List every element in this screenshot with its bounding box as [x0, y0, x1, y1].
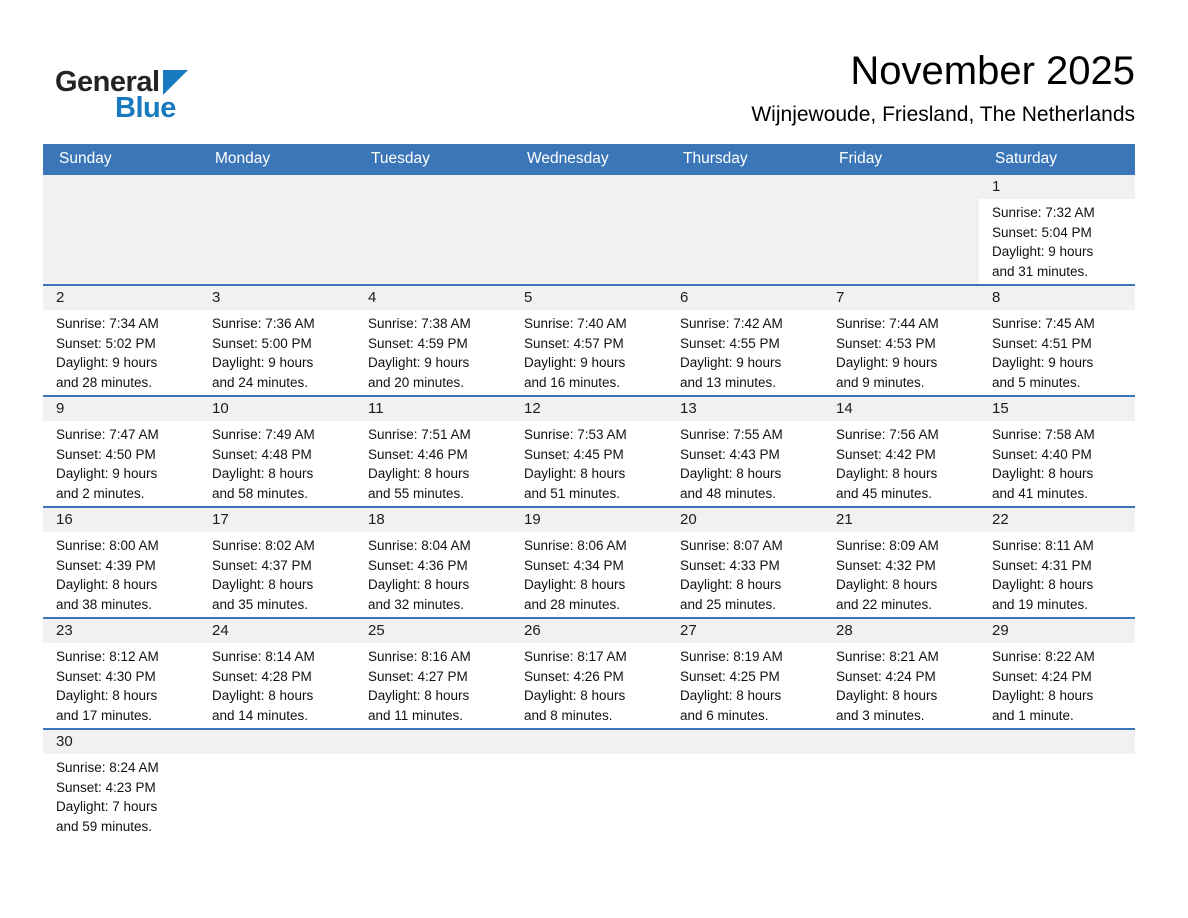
- day-number: [823, 175, 979, 199]
- day-cell-20: [667, 508, 823, 617]
- daylight-text-continued: and 51 minutes.: [524, 485, 621, 501]
- sunset-text: Sunset: 4:53 PM: [836, 335, 936, 351]
- sunset-text: Sunset: 4:36 PM: [368, 557, 468, 573]
- daylight-text-continued: and 3 minutes.: [836, 707, 925, 723]
- daylight-text: Daylight: 8 hours: [368, 577, 470, 592]
- sunrise-text: Sunrise: 8:21 AM: [836, 649, 939, 664]
- empty-cell: [667, 175, 823, 284]
- week-row-6: [43, 728, 1135, 839]
- day-details: [979, 532, 1135, 617]
- sunrise-text: Sunrise: 8:09 AM: [836, 538, 939, 553]
- daylight-text-continued: and 8 minutes.: [524, 707, 613, 723]
- day-details: [667, 199, 823, 284]
- sunset-text: Sunset: 5:02 PM: [56, 335, 156, 351]
- day-number: 11: [355, 397, 511, 421]
- sunset-text: Sunset: 4:30 PM: [56, 668, 156, 684]
- day-cell-15: [979, 397, 1135, 506]
- sunset-text: Sunset: 4:39 PM: [56, 557, 156, 573]
- day-details: [43, 643, 199, 728]
- sunset-text: Sunset: 4:51 PM: [992, 335, 1092, 351]
- sunrise-text: Sunrise: 8:24 AM: [56, 760, 159, 775]
- title-block: [751, 48, 1135, 127]
- day-details: [43, 310, 199, 395]
- sunset-text: Sunset: 4:55 PM: [680, 335, 780, 351]
- day-number: [979, 730, 1135, 754]
- daylight-text: Daylight: 9 hours: [56, 355, 158, 370]
- day-details: [43, 754, 199, 839]
- sunset-text: Sunset: 4:50 PM: [56, 446, 156, 462]
- day-details: [511, 421, 667, 506]
- empty-cell: [823, 175, 979, 284]
- daylight-text: Daylight: 8 hours: [836, 466, 938, 481]
- day-cell-23: [43, 619, 199, 728]
- day-details: [355, 421, 511, 506]
- sunrise-text: Sunrise: 7:44 AM: [836, 316, 939, 331]
- day-number: 22: [979, 508, 1135, 532]
- sunset-text: Sunset: 4:24 PM: [836, 668, 936, 684]
- day-number: 20: [667, 508, 823, 532]
- daylight-text-continued: and 45 minutes.: [836, 485, 933, 501]
- sunset-text: Sunset: 4:34 PM: [524, 557, 624, 573]
- week-row-2: [43, 284, 1135, 395]
- sunset-text: Sunset: 4:48 PM: [212, 446, 312, 462]
- day-cell-1: [979, 175, 1135, 284]
- day-details: [667, 532, 823, 617]
- sunrise-text: Sunrise: 8:22 AM: [992, 649, 1095, 664]
- daylight-text: Daylight: 9 hours: [368, 355, 470, 370]
- weekday-header-row: [43, 144, 1135, 175]
- sunset-text: Sunset: 4:46 PM: [368, 446, 468, 462]
- daylight-text: Daylight: 8 hours: [524, 466, 626, 481]
- day-details: [511, 310, 667, 395]
- daylight-text-continued: and 19 minutes.: [992, 596, 1089, 612]
- day-cell-3: [199, 286, 355, 395]
- daylight-text: Daylight: 9 hours: [836, 355, 938, 370]
- day-number: [823, 730, 979, 754]
- day-cell-30: [43, 730, 199, 839]
- empty-cell: [43, 175, 199, 284]
- day-number: 2: [43, 286, 199, 310]
- sunrise-text: Sunrise: 8:00 AM: [56, 538, 159, 553]
- weekday-label-sunday: Sunday: [59, 150, 112, 167]
- daylight-text-continued: and 6 minutes.: [680, 707, 769, 723]
- day-number: 7: [823, 286, 979, 310]
- day-number: 28: [823, 619, 979, 643]
- sunset-text: Sunset: 4:23 PM: [56, 779, 156, 795]
- day-cell-6: [667, 286, 823, 395]
- day-number: [667, 175, 823, 199]
- sunrise-text: Sunrise: 7:55 AM: [680, 427, 783, 442]
- day-cell-16: [43, 508, 199, 617]
- day-details: [199, 643, 355, 728]
- calendar-body: [43, 175, 1135, 839]
- sunset-text: Sunset: 4:26 PM: [524, 668, 624, 684]
- sunrise-text: Sunrise: 7:34 AM: [56, 316, 159, 331]
- empty-cell: [511, 730, 667, 839]
- day-number: 19: [511, 508, 667, 532]
- logo-text-blue: Blue: [115, 92, 176, 124]
- location-subtitle: Wijnjewoude, Friesland, The Netherlands: [751, 103, 1135, 126]
- sunset-text: Sunset: 4:25 PM: [680, 668, 780, 684]
- month-title: November 2025: [850, 49, 1135, 93]
- sunset-text: Sunset: 4:59 PM: [368, 335, 468, 351]
- week-row-1: [43, 175, 1135, 284]
- daylight-text-continued: and 31 minutes.: [992, 263, 1089, 279]
- day-details: [355, 310, 511, 395]
- day-cell-24: [199, 619, 355, 728]
- empty-cell: [199, 730, 355, 839]
- day-cell-12: [511, 397, 667, 506]
- daylight-text-continued: and 28 minutes.: [524, 596, 621, 612]
- day-number: 15: [979, 397, 1135, 421]
- sunrise-text: Sunrise: 7:38 AM: [368, 316, 471, 331]
- sunrise-text: Sunrise: 8:19 AM: [680, 649, 783, 664]
- sunrise-text: Sunrise: 8:02 AM: [212, 538, 315, 553]
- sunrise-text: Sunrise: 8:16 AM: [368, 649, 471, 664]
- day-details: [823, 532, 979, 617]
- weekday-label-friday: Friday: [839, 150, 883, 167]
- daylight-text-continued: and 35 minutes.: [212, 596, 309, 612]
- day-cell-21: [823, 508, 979, 617]
- daylight-text-continued: and 11 minutes.: [368, 707, 464, 723]
- empty-cell: [511, 175, 667, 284]
- day-number: [43, 175, 199, 199]
- sunset-text: Sunset: 4:28 PM: [212, 668, 312, 684]
- day-details: [979, 310, 1135, 395]
- day-number: 4: [355, 286, 511, 310]
- day-cell-5: [511, 286, 667, 395]
- daylight-text-continued: and 58 minutes.: [212, 485, 309, 501]
- daylight-text-continued: and 16 minutes.: [524, 374, 621, 390]
- daylight-text: Daylight: 8 hours: [680, 688, 782, 703]
- day-cell-28: [823, 619, 979, 728]
- day-cell-2: [43, 286, 199, 395]
- day-details: [355, 754, 511, 839]
- sunrise-text: Sunrise: 8:07 AM: [680, 538, 783, 553]
- day-cell-9: [43, 397, 199, 506]
- daylight-text-continued: and 41 minutes.: [992, 485, 1089, 501]
- daylight-text-continued: and 2 minutes.: [56, 485, 145, 501]
- day-number: [667, 730, 823, 754]
- day-number: [199, 175, 355, 199]
- daylight-text: Daylight: 8 hours: [524, 577, 626, 592]
- daylight-text: Daylight: 8 hours: [524, 688, 626, 703]
- sunrise-text: Sunrise: 7:40 AM: [524, 316, 627, 331]
- sunrise-text: Sunrise: 7:49 AM: [212, 427, 315, 442]
- weekday-label-tuesday: Tuesday: [371, 150, 430, 167]
- day-number: [355, 175, 511, 199]
- sunrise-text: Sunrise: 7:58 AM: [992, 427, 1095, 442]
- day-details: [823, 643, 979, 728]
- daylight-text: Daylight: 8 hours: [56, 577, 158, 592]
- empty-cell: [979, 730, 1135, 839]
- day-number: 17: [199, 508, 355, 532]
- day-details: [979, 199, 1135, 284]
- day-number: 5: [511, 286, 667, 310]
- daylight-text-continued: and 55 minutes.: [368, 485, 465, 501]
- day-number: 24: [199, 619, 355, 643]
- daylight-text-continued: and 5 minutes.: [992, 374, 1081, 390]
- day-number: 18: [355, 508, 511, 532]
- day-number: 21: [823, 508, 979, 532]
- day-cell-29: [979, 619, 1135, 728]
- day-details: [199, 310, 355, 395]
- sunrise-text: Sunrise: 8:06 AM: [524, 538, 627, 553]
- sunset-text: Sunset: 4:43 PM: [680, 446, 780, 462]
- day-details: [667, 754, 823, 839]
- day-details: [511, 754, 667, 839]
- sunset-text: Sunset: 4:31 PM: [992, 557, 1092, 573]
- day-number: 27: [667, 619, 823, 643]
- daylight-text-continued: and 1 minute.: [992, 707, 1074, 723]
- general-blue-logo: [55, 68, 188, 123]
- empty-cell: [355, 730, 511, 839]
- empty-cell: [199, 175, 355, 284]
- day-number: 12: [511, 397, 667, 421]
- sunrise-text: Sunrise: 8:17 AM: [524, 649, 627, 664]
- day-cell-17: [199, 508, 355, 617]
- daylight-text: Daylight: 9 hours: [992, 244, 1094, 259]
- daylight-text: Daylight: 9 hours: [524, 355, 626, 370]
- daylight-text: Daylight: 8 hours: [680, 466, 782, 481]
- daylight-text: Daylight: 8 hours: [212, 577, 314, 592]
- day-cell-19: [511, 508, 667, 617]
- day-number: 8: [979, 286, 1135, 310]
- daylight-text-continued: and 32 minutes.: [368, 596, 465, 612]
- day-details: [979, 643, 1135, 728]
- day-cell-8: [979, 286, 1135, 395]
- day-cell-11: [355, 397, 511, 506]
- day-details: [355, 643, 511, 728]
- day-details: [199, 532, 355, 617]
- sunrise-text: Sunrise: 7:53 AM: [524, 427, 627, 442]
- sunrise-text: Sunrise: 7:32 AM: [992, 205, 1095, 220]
- daylight-text: Daylight: 8 hours: [368, 688, 470, 703]
- daylight-text-continued: and 13 minutes.: [680, 374, 777, 390]
- sunset-text: Sunset: 5:00 PM: [212, 335, 312, 351]
- sunrise-text: Sunrise: 7:51 AM: [368, 427, 471, 442]
- sunset-text: Sunset: 4:27 PM: [368, 668, 468, 684]
- day-details: [199, 421, 355, 506]
- daylight-text: Daylight: 7 hours: [56, 799, 158, 814]
- day-details: [823, 310, 979, 395]
- day-details: [43, 421, 199, 506]
- sunset-text: Sunset: 4:45 PM: [524, 446, 624, 462]
- weekday-label-thursday: Thursday: [683, 150, 748, 167]
- daylight-text: Daylight: 8 hours: [212, 466, 314, 481]
- day-number: [511, 730, 667, 754]
- sunset-text: Sunset: 4:24 PM: [992, 668, 1092, 684]
- daylight-text: Daylight: 8 hours: [992, 466, 1094, 481]
- daylight-text-continued: and 38 minutes.: [56, 596, 153, 612]
- week-row-3: [43, 395, 1135, 506]
- daylight-text: Daylight: 8 hours: [992, 688, 1094, 703]
- day-number: 29: [979, 619, 1135, 643]
- sunset-text: Sunset: 4:40 PM: [992, 446, 1092, 462]
- daylight-text-continued: and 25 minutes.: [680, 596, 777, 612]
- empty-cell: [667, 730, 823, 839]
- sunset-text: Sunset: 5:04 PM: [992, 224, 1092, 240]
- day-cell-13: [667, 397, 823, 506]
- daylight-text-continued: and 48 minutes.: [680, 485, 777, 501]
- daylight-text: Daylight: 9 hours: [56, 466, 158, 481]
- day-details: [511, 199, 667, 284]
- day-number: 14: [823, 397, 979, 421]
- sunrise-text: Sunrise: 8:12 AM: [56, 649, 159, 664]
- day-number: 6: [667, 286, 823, 310]
- day-details: [43, 199, 199, 284]
- day-details: [979, 754, 1135, 839]
- calendar: [43, 144, 1135, 839]
- logo-text-general: General: [55, 66, 160, 98]
- sunset-text: Sunset: 4:57 PM: [524, 335, 624, 351]
- page-header: [0, 0, 1188, 127]
- daylight-text: Daylight: 9 hours: [212, 355, 314, 370]
- day-details: [511, 643, 667, 728]
- sunset-text: Sunset: 4:42 PM: [836, 446, 936, 462]
- daylight-text-continued: and 24 minutes.: [212, 374, 309, 390]
- daylight-text: Daylight: 8 hours: [368, 466, 470, 481]
- daylight-text: Daylight: 8 hours: [680, 577, 782, 592]
- day-details: [667, 421, 823, 506]
- day-number: 1: [979, 175, 1135, 199]
- empty-cell: [355, 175, 511, 284]
- day-details: [511, 532, 667, 617]
- day-cell-27: [667, 619, 823, 728]
- day-cell-18: [355, 508, 511, 617]
- daylight-text: Daylight: 8 hours: [212, 688, 314, 703]
- day-details: [823, 754, 979, 839]
- day-details: [43, 532, 199, 617]
- day-cell-25: [355, 619, 511, 728]
- sunrise-text: Sunrise: 8:04 AM: [368, 538, 471, 553]
- day-number: 25: [355, 619, 511, 643]
- daylight-text: Daylight: 8 hours: [992, 577, 1094, 592]
- daylight-text-continued: and 59 minutes.: [56, 818, 153, 834]
- day-number: 3: [199, 286, 355, 310]
- sunrise-text: Sunrise: 7:56 AM: [836, 427, 939, 442]
- day-cell-7: [823, 286, 979, 395]
- week-row-5: [43, 617, 1135, 728]
- day-number: 13: [667, 397, 823, 421]
- day-number: 23: [43, 619, 199, 643]
- daylight-text-continued: and 9 minutes.: [836, 374, 925, 390]
- week-row-4: [43, 506, 1135, 617]
- sunrise-text: Sunrise: 7:47 AM: [56, 427, 159, 442]
- daylight-text-continued: and 17 minutes.: [56, 707, 153, 723]
- day-number: 9: [43, 397, 199, 421]
- day-number: 26: [511, 619, 667, 643]
- day-cell-10: [199, 397, 355, 506]
- day-details: [823, 199, 979, 284]
- day-details: [823, 421, 979, 506]
- day-details: [355, 199, 511, 284]
- daylight-text-continued: and 14 minutes.: [212, 707, 309, 723]
- day-details: [355, 532, 511, 617]
- day-details: [979, 421, 1135, 506]
- sunrise-text: Sunrise: 7:42 AM: [680, 316, 783, 331]
- day-number: 16: [43, 508, 199, 532]
- sunrise-text: Sunrise: 8:11 AM: [992, 538, 1094, 553]
- sunrise-text: Sunrise: 7:45 AM: [992, 316, 1095, 331]
- sunset-text: Sunset: 4:37 PM: [212, 557, 312, 573]
- sunset-text: Sunset: 4:33 PM: [680, 557, 780, 573]
- day-number: [199, 730, 355, 754]
- weekday-label-wednesday: Wednesday: [527, 150, 609, 167]
- day-cell-22: [979, 508, 1135, 617]
- day-details: [667, 310, 823, 395]
- daylight-text: Daylight: 8 hours: [56, 688, 158, 703]
- day-cell-14: [823, 397, 979, 506]
- day-details: [199, 754, 355, 839]
- sunset-text: Sunset: 4:32 PM: [836, 557, 936, 573]
- daylight-text-continued: and 28 minutes.: [56, 374, 153, 390]
- day-number: 30: [43, 730, 199, 754]
- day-details: [199, 199, 355, 284]
- day-number: [355, 730, 511, 754]
- daylight-text: Daylight: 9 hours: [680, 355, 782, 370]
- sunrise-text: Sunrise: 8:14 AM: [212, 649, 315, 664]
- daylight-text-continued: and 20 minutes.: [368, 374, 465, 390]
- day-cell-26: [511, 619, 667, 728]
- empty-cell: [823, 730, 979, 839]
- daylight-text: Daylight: 8 hours: [836, 577, 938, 592]
- day-details: [667, 643, 823, 728]
- weekday-label-saturday: Saturday: [995, 150, 1058, 167]
- daylight-text-continued: and 22 minutes.: [836, 596, 933, 612]
- daylight-text: Daylight: 9 hours: [992, 355, 1094, 370]
- sunrise-text: Sunrise: 7:36 AM: [212, 316, 315, 331]
- day-number: 10: [199, 397, 355, 421]
- daylight-text: Daylight: 8 hours: [836, 688, 938, 703]
- day-cell-4: [355, 286, 511, 395]
- weekday-label-monday: Monday: [215, 150, 271, 167]
- day-number: [511, 175, 667, 199]
